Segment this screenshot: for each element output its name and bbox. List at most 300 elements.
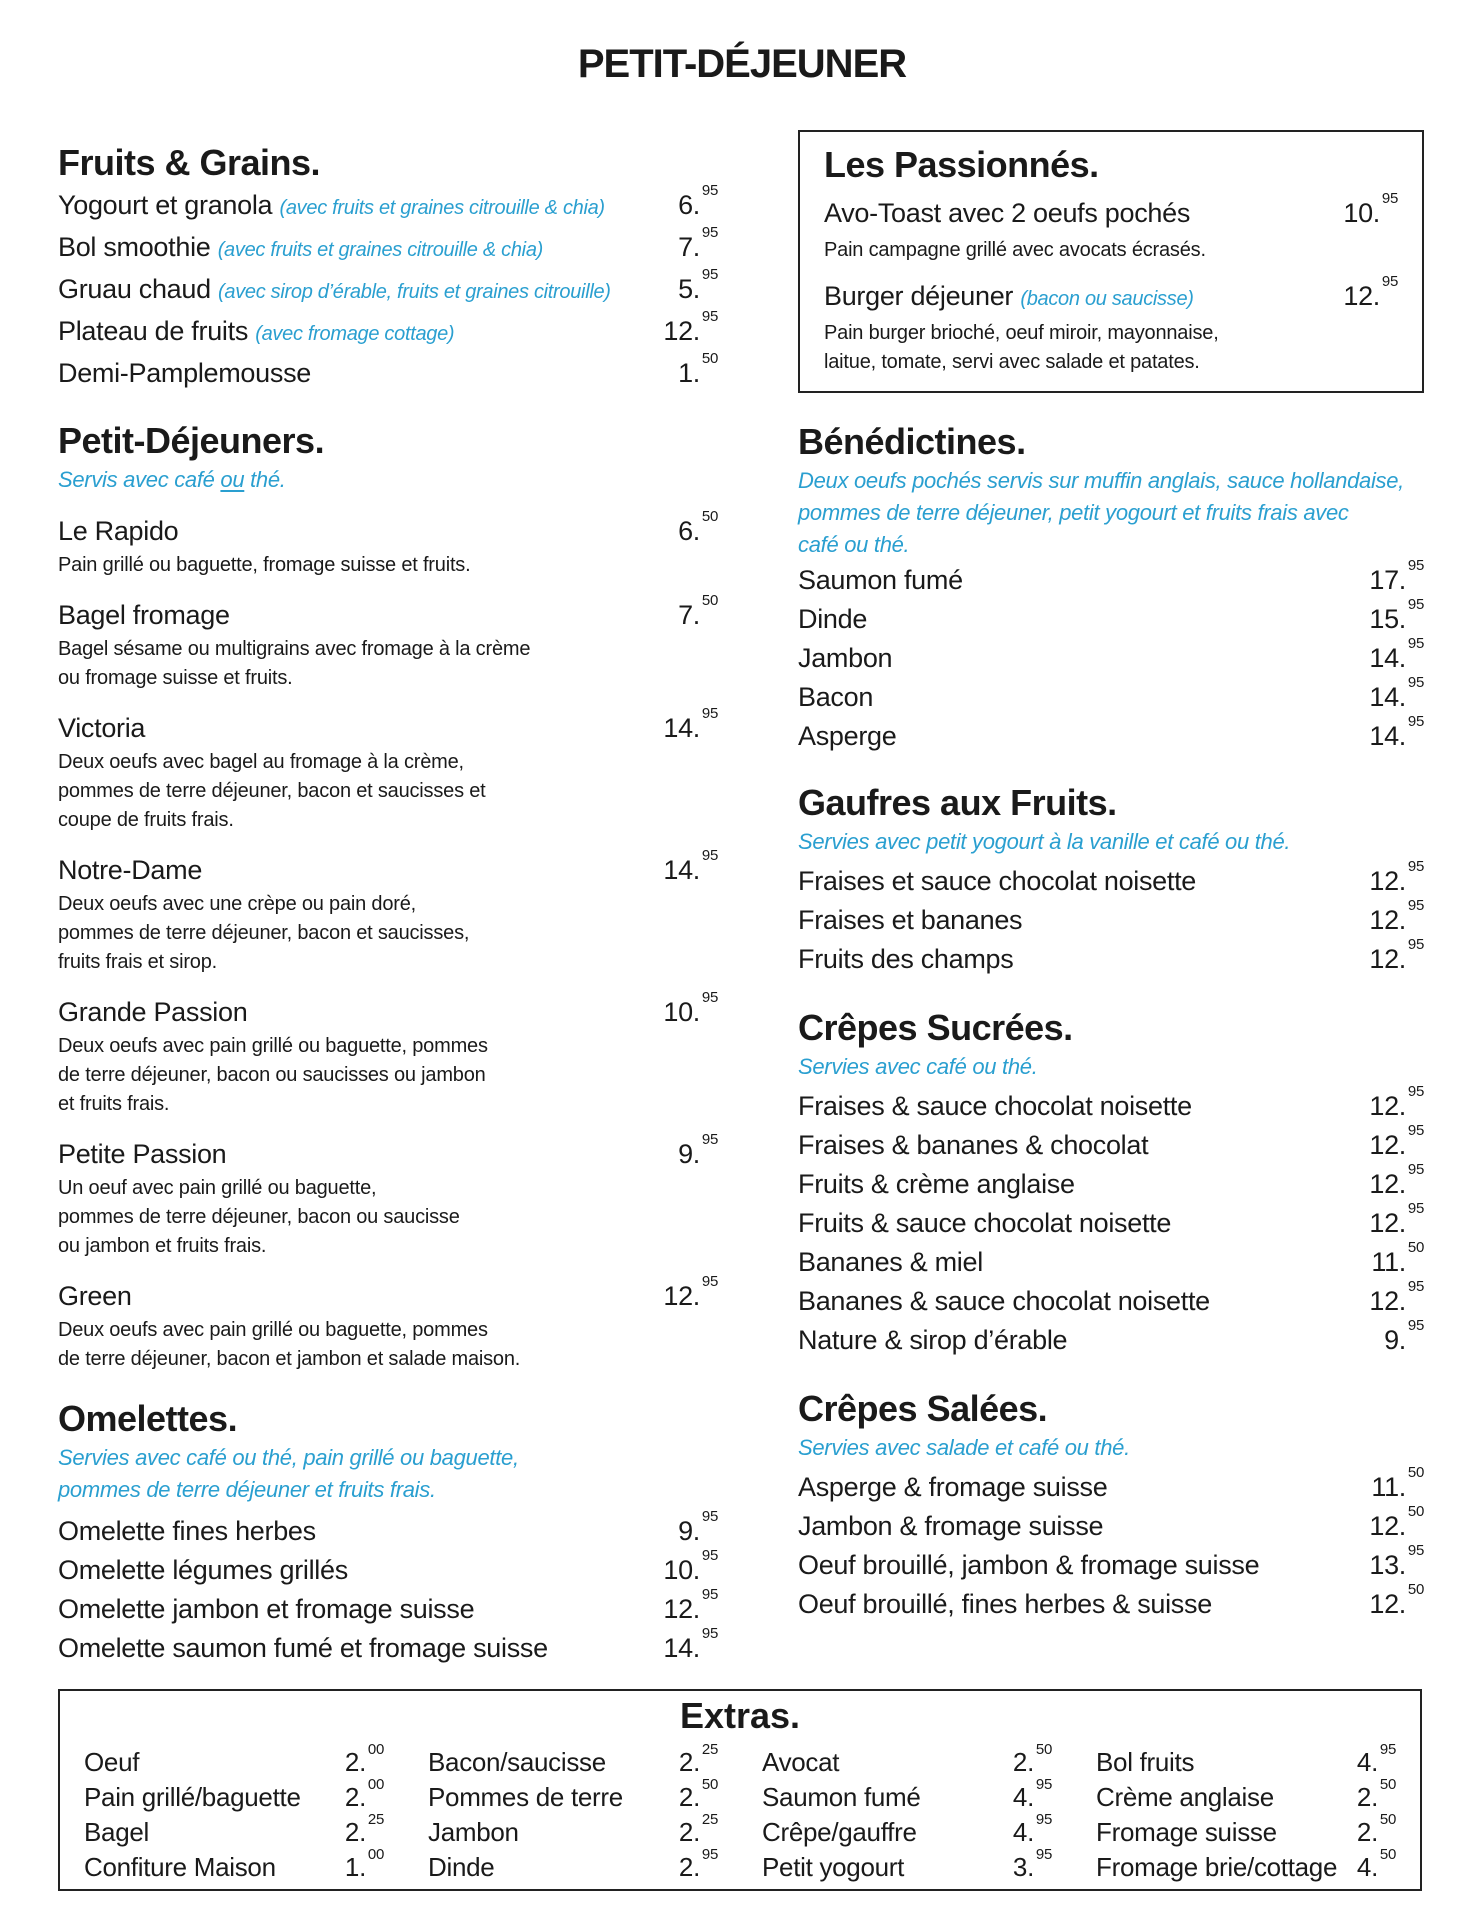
item-name-wrap	[58, 312, 454, 354]
menu-item-row	[798, 1317, 1424, 1360]
item-name-wrap	[798, 940, 1013, 979]
menu-item-row	[58, 847, 718, 890]
price-amount: 14.	[663, 1633, 700, 1663]
item-name-wrap	[1096, 1850, 1337, 1885]
item-name: Fruits & crème anglaise	[798, 1169, 1075, 1199]
section-fruits-grains	[58, 140, 718, 396]
item-name: Fruits des champs	[798, 944, 1014, 974]
item-name: Confiture Maison	[84, 1852, 276, 1882]
dish-list	[58, 508, 718, 1374]
description-line: ou jambon et fruits frais.	[58, 1235, 267, 1257]
menu-item-row	[58, 1547, 718, 1590]
item-name-wrap	[1096, 1815, 1277, 1850]
menu-item-row	[58, 266, 718, 312]
menu-item-row	[58, 592, 718, 635]
left-column	[58, 140, 718, 1690]
item-name: Omelette légumes grillés	[58, 1555, 348, 1585]
item-price	[1369, 713, 1424, 756]
section-note	[58, 1442, 718, 1506]
price-cents: 95	[701, 1846, 718, 1863]
menu-item-row	[58, 182, 718, 228]
item-name-wrap	[798, 901, 1022, 940]
description-line: Deux oeufs avec une crèpe ou pain doré,	[58, 893, 417, 915]
price-amount: 13.	[1369, 1550, 1406, 1580]
item-name-wrap	[798, 1546, 1259, 1585]
price-cents: 50	[1379, 1811, 1396, 1828]
item-price	[678, 592, 718, 635]
section-title: Fruits & Grains.	[58, 142, 321, 183]
item-name-wrap	[798, 561, 963, 600]
section-extras	[58, 1689, 1422, 1891]
item-name: Omelette fines herbes	[58, 1516, 316, 1546]
menu-dish	[58, 508, 718, 580]
price-cents: 25	[367, 1811, 384, 1828]
section-title: Bénédictines.	[798, 421, 1026, 462]
item-name: Pommes de terre	[428, 1782, 623, 1812]
item-name: Jambon & fromage suisse	[798, 1511, 1104, 1541]
price-amount: 12.	[1343, 281, 1380, 311]
menu-item-row	[58, 1625, 718, 1668]
item-name: Fraises et bananes	[798, 905, 1023, 935]
item-name: Fraises & bananes & chocolat	[798, 1130, 1149, 1160]
price-cents: 95	[701, 1625, 718, 1642]
item-name: Bagel	[84, 1817, 149, 1847]
price-cents: 95	[1379, 1741, 1396, 1758]
menu-dish	[58, 1131, 718, 1261]
item-price	[1369, 1581, 1424, 1624]
dish-description	[58, 551, 718, 580]
item-name-wrap	[428, 1780, 623, 1815]
menu-item-row	[798, 1542, 1424, 1585]
item-name: Petite Passion	[58, 1139, 227, 1169]
menu-dish	[824, 273, 1398, 377]
item-name-wrap	[58, 596, 230, 635]
item-name-wrap	[762, 1745, 839, 1780]
price-amount: 3.	[1012, 1852, 1034, 1882]
price-cents: 25	[701, 1811, 718, 1828]
item-price	[663, 847, 718, 890]
item-name: Asperge & fromage suisse	[798, 1472, 1108, 1502]
price-cents: 95	[1407, 897, 1424, 914]
description-line: Pain campagne grillé avec avocats écrasés.	[824, 239, 1206, 261]
section-note: Servis avec café ou thé.	[58, 467, 286, 492]
item-name-wrap	[824, 194, 1190, 236]
menu-item-row	[1096, 1776, 1396, 1815]
item-price	[1369, 936, 1424, 979]
menu-dish	[58, 1273, 718, 1374]
price-cents: 95	[701, 1273, 718, 1290]
item-name-wrap	[58, 1590, 474, 1629]
price-amount: 12.	[1369, 1208, 1406, 1238]
item-name: Bagel fromage	[58, 600, 230, 630]
item-price	[1384, 1317, 1424, 1360]
menu-item-row	[762, 1811, 1052, 1850]
menu-item-row	[58, 989, 718, 1032]
item-note: (avec fromage cottage)	[255, 323, 455, 345]
item-list	[798, 1083, 1424, 1360]
menu-dish	[58, 592, 718, 693]
menu-dish	[58, 847, 718, 977]
price-amount: 5.	[678, 274, 700, 304]
item-name-wrap	[798, 862, 1196, 901]
price-amount: 2.	[344, 1817, 366, 1847]
price-amount: 12.	[1369, 1169, 1406, 1199]
section-crepes-salees	[798, 1386, 1424, 1624]
price-amount: 10.	[1343, 198, 1380, 228]
section-title: Crêpes Sucrées.	[798, 1007, 1073, 1048]
price-cents: 95	[701, 308, 718, 325]
price-cents: 95	[1407, 1200, 1424, 1217]
item-name-wrap	[58, 1551, 348, 1590]
item-name-wrap	[58, 270, 611, 312]
menu-item-row	[798, 936, 1424, 979]
price-amount: 4.	[1356, 1852, 1378, 1882]
item-name: Bol smoothie	[58, 232, 211, 262]
item-name-wrap	[762, 1780, 921, 1815]
section-title: Petit-Déjeuners.	[58, 420, 325, 461]
description-line: ou fromage suisse et fruits.	[58, 667, 293, 689]
menu-item-row	[798, 1464, 1424, 1507]
menu-item-row	[798, 1083, 1424, 1126]
price-cents: 95	[1407, 1278, 1424, 1295]
menu-item-row	[798, 1278, 1424, 1321]
item-note: (bacon ou saucisse)	[1020, 288, 1194, 310]
item-name-wrap	[798, 1087, 1192, 1126]
description-line: Deux oeufs avec bagel au fromage à la crème,	[58, 751, 464, 773]
price-amount: 2.	[678, 1747, 700, 1777]
item-note: (avec fruits et graines citrouille & chia)	[217, 239, 543, 261]
price-cents: 95	[701, 705, 718, 722]
item-list	[58, 1508, 718, 1668]
item-name: Yogourt et granola	[58, 190, 273, 220]
price-amount: 2.	[678, 1852, 700, 1882]
item-name: Dinde	[798, 604, 868, 634]
price-amount: 2.	[1356, 1817, 1378, 1847]
item-name-wrap	[58, 993, 247, 1032]
price-cents: 95	[1407, 596, 1424, 613]
price-cents: 50	[1379, 1776, 1396, 1793]
price-amount: 7.	[678, 600, 700, 630]
item-name: Le Rapido	[58, 516, 179, 546]
description-line: pommes de terre déjeuner, bacon et saucisses et	[58, 780, 486, 802]
menu-item-row	[824, 190, 1398, 236]
price-amount: 10.	[663, 997, 700, 1027]
price-cents: 95	[701, 1547, 718, 1564]
item-name-wrap	[84, 1850, 276, 1885]
item-name: Dinde	[428, 1852, 495, 1882]
price-cents: 50	[1379, 1846, 1396, 1863]
item-price	[663, 1625, 718, 1668]
menu-item-row	[58, 224, 718, 270]
item-price	[678, 508, 718, 551]
menu-item-row	[798, 1122, 1424, 1165]
price-amount: 4.	[1012, 1817, 1034, 1847]
item-price	[678, 266, 718, 309]
item-name: Bol fruits	[1096, 1747, 1195, 1777]
price-cents: 95	[1035, 1776, 1052, 1793]
price-amount: 12.	[1369, 1589, 1406, 1619]
price-amount: 12.	[663, 316, 700, 346]
note-line: pommes de terre déjeuner, petit yogourt et fruits frais avec	[798, 500, 1349, 525]
item-name-wrap	[798, 717, 896, 756]
dish-description	[58, 748, 718, 835]
item-name-wrap	[798, 1585, 1212, 1624]
item-name: Grande Passion	[58, 997, 248, 1027]
menu-item-row	[84, 1846, 384, 1885]
price-amount: 7.	[678, 232, 700, 262]
item-name-wrap	[58, 851, 202, 890]
dish-description	[58, 1174, 718, 1261]
price-amount: 2.	[1356, 1782, 1378, 1812]
price-amount: 12.	[663, 1281, 700, 1311]
price-cents: 50	[1407, 1464, 1424, 1481]
price-amount: 9.	[678, 1139, 700, 1169]
item-price	[663, 989, 718, 1032]
item-name: Fromage suisse	[1096, 1817, 1277, 1847]
price-cents: 95	[1381, 273, 1398, 290]
item-name-wrap	[798, 1165, 1075, 1204]
description-line: Bagel sésame ou multigrains avec fromage à la crème	[58, 638, 531, 660]
price-amount: 11.	[1371, 1472, 1406, 1502]
section-note	[798, 1051, 1424, 1083]
item-name-wrap	[58, 1629, 548, 1668]
item-name: Saumon fumé	[762, 1782, 921, 1812]
menu-item-row	[762, 1846, 1052, 1885]
price-cents: 50	[1035, 1741, 1052, 1758]
price-cents: 50	[701, 1776, 718, 1793]
description-line: Deux oeufs avec pain grillé ou baguette, pommes	[58, 1319, 488, 1341]
menu-item-row	[798, 674, 1424, 717]
price-amount: 2.	[1012, 1747, 1034, 1777]
item-name-wrap	[798, 1468, 1107, 1507]
menu-item-row	[1096, 1811, 1396, 1850]
section-benedictines	[798, 419, 1424, 756]
price-cents: 95	[1407, 1317, 1424, 1334]
dish-description	[58, 1032, 718, 1119]
item-price	[678, 1846, 718, 1885]
menu-item-row	[798, 1581, 1424, 1624]
menu-item-row	[58, 705, 718, 748]
price-amount: 9.	[678, 1516, 700, 1546]
price-amount: 2.	[344, 1782, 366, 1812]
item-list	[58, 182, 718, 396]
item-name-wrap	[84, 1815, 149, 1850]
price-amount: 12.	[1369, 1091, 1406, 1121]
section-note	[798, 826, 1424, 858]
note-line: Servies avec café ou thé.	[798, 1054, 1038, 1079]
menu-item-row	[428, 1811, 718, 1850]
price-cents: 95	[1407, 713, 1424, 730]
price-amount: 12.	[1369, 1286, 1406, 1316]
item-name: Avo-Toast avec 2 oeufs pochés	[824, 198, 1191, 228]
item-name-wrap	[428, 1815, 519, 1850]
price-amount: 12.	[1369, 1130, 1406, 1160]
price-cents: 95	[701, 989, 718, 1006]
price-cents: 50	[701, 592, 718, 609]
item-price	[678, 224, 718, 267]
price-cents: 95	[1407, 1083, 1424, 1100]
item-name: Bacon	[798, 682, 874, 712]
menu-item-row	[58, 1273, 718, 1316]
menu-item-row	[58, 508, 718, 551]
item-name-wrap	[58, 1135, 226, 1174]
section-petit-dejeuners	[58, 418, 718, 1374]
price-amount: 14.	[663, 713, 700, 743]
item-name: Bacon/saucisse	[428, 1747, 606, 1777]
note-line: café ou thé.	[798, 532, 910, 557]
item-price	[663, 705, 718, 748]
item-name: Asperge	[798, 721, 897, 751]
item-name: Jambon	[798, 643, 893, 673]
menu-item-row	[762, 1741, 1052, 1780]
dish-description	[824, 319, 1398, 377]
item-note: (avec sirop d’érable, fruits et graines citrouille)	[218, 281, 611, 303]
menu-item-row	[428, 1741, 718, 1780]
item-name-wrap	[58, 512, 178, 551]
price-cents: 95	[1407, 1161, 1424, 1178]
price-cents: 95	[701, 1586, 718, 1603]
item-list	[798, 557, 1424, 756]
description-line: de terre déjeuner, bacon ou saucisses ou jambon	[58, 1064, 486, 1086]
menu-item-row	[798, 635, 1424, 678]
item-name-wrap	[1096, 1780, 1274, 1815]
item-name-wrap	[798, 1321, 1067, 1360]
section-omelettes	[58, 1396, 718, 1668]
price-cents: 95	[1407, 674, 1424, 691]
menu-item-row	[798, 596, 1424, 639]
price-amount: 11.	[1371, 1247, 1406, 1277]
extras-column	[762, 1741, 1052, 1885]
item-name-wrap	[58, 709, 145, 748]
menu-item-row	[428, 1846, 718, 1885]
item-name-wrap	[798, 1243, 983, 1282]
menu-item-row	[798, 858, 1424, 901]
item-name: Fromage brie/cottage	[1096, 1852, 1338, 1882]
item-name: Victoria	[58, 713, 146, 743]
item-name: Oeuf brouillé, fines herbes & suisse	[798, 1589, 1212, 1619]
item-name: Petit yogourt	[762, 1852, 905, 1882]
dish-description	[58, 1316, 718, 1374]
item-name-wrap	[58, 354, 311, 396]
item-name-wrap	[824, 277, 1194, 319]
item-name-wrap	[1096, 1745, 1194, 1780]
price-amount: 14.	[663, 855, 700, 885]
item-name: Gruau chaud	[58, 274, 211, 304]
note-line: pommes de terre déjeuner et fruits frais.	[58, 1477, 436, 1502]
description-line: coupe de fruits frais.	[58, 809, 234, 831]
item-name-wrap	[798, 678, 873, 717]
section-note	[798, 465, 1424, 561]
menu-item-row	[58, 1508, 718, 1551]
item-price	[1343, 190, 1398, 233]
item-name-wrap	[798, 1282, 1210, 1321]
item-name: Avocat	[762, 1747, 840, 1777]
dish-list	[824, 190, 1398, 377]
section-crepes-sucrees	[798, 1005, 1424, 1360]
price-cents: 95	[1407, 557, 1424, 574]
menu-item-row	[798, 713, 1424, 756]
price-cents: 95	[1035, 1811, 1052, 1828]
note-line: Servies avec café ou thé, pain grillé ou baguette,	[58, 1445, 519, 1470]
item-name: Fraises & sauce chocolat noisette	[798, 1091, 1192, 1121]
price-amount: 12.	[1369, 944, 1406, 974]
item-name: Nature & sirop d’érable	[798, 1325, 1068, 1355]
item-name: Jambon	[428, 1817, 519, 1847]
item-name: Crème anglaise	[1096, 1782, 1274, 1812]
price-cents: 95	[701, 847, 718, 864]
price-cents: 50	[1407, 1239, 1424, 1256]
description-line: pommes de terre déjeuner, bacon ou saucisse	[58, 1206, 460, 1228]
price-cents: 95	[1407, 1122, 1424, 1139]
item-name: Oeuf brouillé, jambon & fromage suisse	[798, 1550, 1260, 1580]
menu-item-row	[798, 1200, 1424, 1243]
item-name: Notre-Dame	[58, 855, 203, 885]
description-line: pommes de terre déjeuner, bacon et saucisses,	[58, 922, 470, 944]
item-name-wrap	[84, 1780, 301, 1815]
item-name: Bananes & miel	[798, 1247, 983, 1277]
item-price	[678, 1131, 718, 1174]
right-column	[798, 130, 1424, 1646]
description-line: fruits frais et sirop.	[58, 951, 217, 973]
item-name-wrap	[428, 1850, 494, 1885]
menu-item-row	[798, 557, 1424, 600]
section-note	[798, 1432, 1424, 1464]
description-line: Un oeuf avec pain grillé ou baguette,	[58, 1177, 377, 1199]
item-price	[663, 1273, 718, 1316]
price-amount: 4.	[1356, 1747, 1378, 1777]
section-title: Omelettes.	[58, 1398, 238, 1439]
item-name: Saumon fumé	[798, 565, 963, 595]
price-cents: 95	[1407, 1542, 1424, 1559]
menu-item-row	[58, 1131, 718, 1174]
description-line: Deux oeufs avec pain grillé ou baguette, pommes	[58, 1035, 488, 1057]
item-price	[1356, 1846, 1396, 1885]
item-name-wrap	[798, 600, 867, 639]
note-line: Deux oeufs pochés servis sur muffin anglais, sauce hollandaise,	[798, 468, 1404, 493]
note-line: Servies avec salade et café ou thé.	[798, 1435, 1130, 1460]
price-cents: 95	[1381, 190, 1398, 207]
price-cents: 50	[701, 350, 718, 367]
description-line: de terre déjeuner, bacon et jambon et salade maison.	[58, 1348, 521, 1370]
item-note: (avec fruits et graines citrouille & chia)	[279, 197, 605, 219]
item-price	[344, 1846, 384, 1885]
menu-item-row	[798, 1503, 1424, 1546]
price-amount: 14.	[1369, 643, 1406, 673]
price-amount: 15.	[1369, 604, 1406, 634]
menu-item-row	[798, 1161, 1424, 1204]
item-name: Oeuf	[84, 1747, 140, 1777]
menu-item-row	[428, 1776, 718, 1815]
price-amount: 2.	[678, 1782, 700, 1812]
section-passionnes	[798, 130, 1424, 393]
item-name-wrap	[798, 1507, 1103, 1546]
description-line: Pain grillé ou baguette, fromage suisse et fruits.	[58, 554, 471, 576]
price-cents: 95	[701, 1508, 718, 1525]
menu-item-row	[824, 273, 1398, 319]
menu-item-row	[1096, 1846, 1396, 1885]
item-name: Pain grillé/baguette	[84, 1782, 301, 1812]
price-cents: 50	[1407, 1581, 1424, 1598]
price-amount: 6.	[678, 190, 700, 220]
extras-column	[1096, 1741, 1396, 1885]
price-amount: 10.	[663, 1555, 700, 1585]
menu-item-row	[1096, 1741, 1396, 1780]
menu-item-row	[798, 897, 1424, 940]
item-name: Demi-Pamplemousse	[58, 358, 311, 388]
item-name-wrap	[798, 1126, 1148, 1165]
menu-dish	[824, 190, 1398, 265]
price-amount: 14.	[1369, 721, 1406, 751]
